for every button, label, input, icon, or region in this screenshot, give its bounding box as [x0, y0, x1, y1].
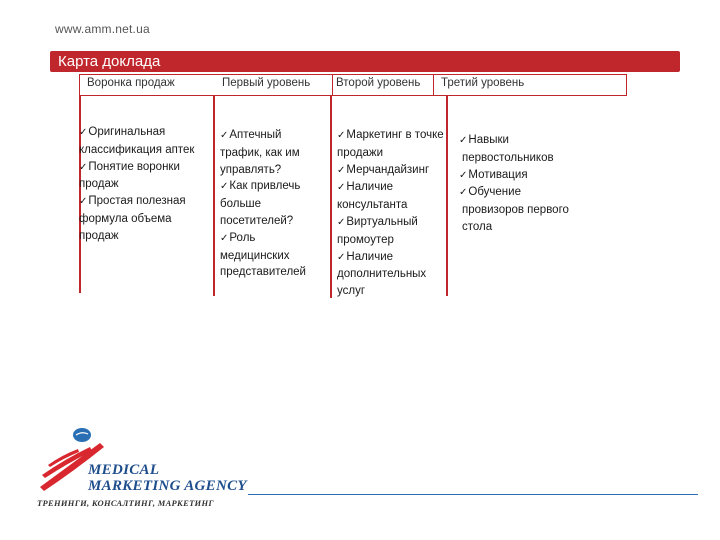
list-item: ✓Обучение — [459, 186, 521, 199]
list-item: дополнительных — [337, 268, 427, 281]
list-item: ✓Наличие — [337, 250, 394, 263]
checkmark-icon: ✓ — [459, 135, 468, 146]
column-divider — [446, 96, 448, 296]
footer-divider — [248, 494, 698, 495]
column-divider — [213, 96, 215, 296]
list-item: ✓Понятие воронки — [79, 160, 180, 173]
list-item: ✓Оригинальная — [79, 126, 166, 138]
column-level-2 — [337, 127, 444, 300]
list-item: ✓Маркетинг в точке — [337, 129, 444, 141]
list-item: посетителей? — [220, 214, 294, 227]
checkmark-icon: ✓ — [337, 216, 346, 228]
list-item: ✓Простая полезная — [79, 195, 186, 208]
list-item: ✓Аптечный — [220, 129, 282, 141]
list-item: представителей — [220, 266, 306, 279]
list-item: больше — [220, 198, 262, 211]
site-url[interactable]: www.amm.net.ua — [55, 22, 150, 36]
list-item: продажи — [337, 146, 383, 159]
header-separator — [433, 74, 434, 96]
checkmark-icon: ✓ — [459, 187, 468, 199]
checkmark-icon: ✓ — [337, 182, 346, 194]
column-divider — [330, 96, 332, 298]
column-header-level-3: Третий уровень — [441, 77, 525, 89]
list-item: первостольников — [462, 151, 554, 164]
column-header-level-2: Второй уровень — [336, 77, 421, 89]
list-item: ✓Виртуальный — [337, 215, 418, 228]
column-level-1 — [220, 127, 306, 281]
list-item: стола — [462, 220, 493, 233]
list-item: ✓Мерчандайзинг — [337, 163, 430, 176]
checkmark-icon: ✓ — [337, 130, 346, 141]
list-item: управлять? — [220, 163, 282, 176]
list-item: ✓Как привлечь — [220, 180, 301, 193]
title-bar — [50, 51, 680, 72]
slide-title: Карта доклада — [58, 53, 161, 70]
checkmark-icon: ✓ — [79, 127, 88, 138]
checkmark-icon: ✓ — [220, 181, 229, 193]
checkmark-icon: ✓ — [79, 161, 88, 173]
logo-name-line2: MARKETING AGENCY — [88, 478, 247, 494]
logo-name-line1: MEDICAL — [88, 462, 160, 478]
list-item: промоутер — [337, 233, 394, 246]
column-header-level-1: Первый уровень — [222, 77, 311, 89]
list-item: провизоров первого — [462, 204, 569, 217]
checkmark-icon: ✓ — [337, 251, 346, 263]
list-item: ✓Мотивация — [459, 168, 528, 181]
checkmark-icon: ✓ — [220, 232, 229, 244]
column-header-sales-funnel: Воронка продаж — [87, 77, 175, 89]
list-item: классификация аптек — [79, 143, 195, 156]
list-item: медицинских — [220, 249, 290, 262]
list-item: трафик, как им — [220, 146, 300, 159]
list-item: формула объема — [79, 212, 172, 225]
checkmark-icon: ✓ — [337, 164, 346, 176]
list-item: консультанта — [337, 199, 408, 212]
checkmark-icon: ✓ — [79, 196, 88, 208]
list-item: продаж — [79, 229, 119, 242]
list-item: ✓Роль — [220, 231, 256, 244]
list-item: ✓Навыки — [459, 134, 509, 146]
list-item: продаж — [79, 178, 119, 191]
logo-tagline: ТРЕНИНГИ, КОНСАЛТИНГ, МАРКЕТИНГ — [37, 498, 214, 508]
checkmark-icon: ✓ — [220, 130, 229, 141]
checkmark-icon: ✓ — [459, 169, 468, 181]
column-level-3 — [459, 132, 569, 236]
list-item: услуг — [337, 285, 366, 298]
column-sales-funnel — [79, 124, 194, 245]
company-logo — [30, 425, 260, 515]
list-item: ✓Наличие — [337, 181, 394, 194]
header-separator — [332, 74, 333, 96]
